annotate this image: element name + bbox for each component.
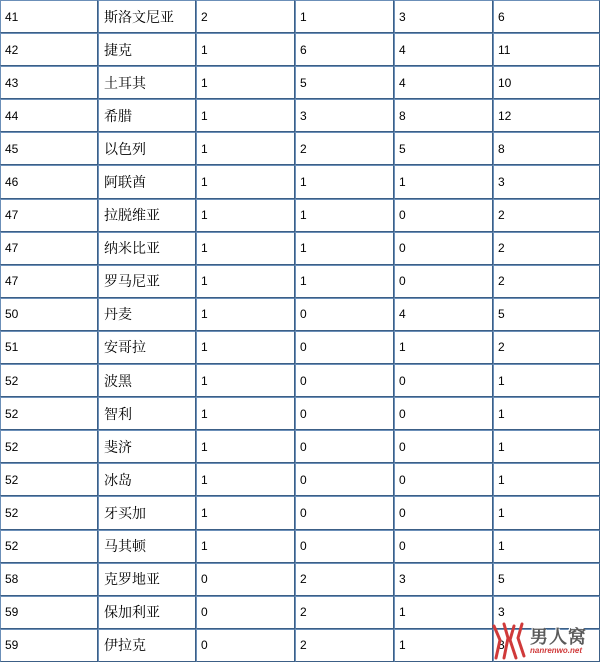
table-row [0, 331, 600, 364]
total-cell: 2 [493, 331, 600, 364]
gold-cell: 1 [196, 463, 295, 496]
rank-cell: 47 [0, 232, 98, 265]
table-row [0, 563, 600, 596]
silver-cell: 0 [295, 331, 394, 364]
silver-cell: 6 [295, 33, 394, 66]
total-cell: 10 [493, 66, 600, 99]
gold-cell: 1 [196, 33, 295, 66]
gold-cell: 1 [196, 397, 295, 430]
bronze-cell: 3 [394, 563, 493, 596]
watermark-text: 男人窝 [530, 627, 587, 648]
rank-cell: 43 [0, 66, 98, 99]
total-cell: 1 [493, 530, 600, 563]
rank-cell: 59 [0, 629, 98, 662]
silver-cell: 3 [295, 99, 394, 132]
rank-cell: 46 [0, 165, 98, 198]
silver-cell: 1 [295, 265, 394, 298]
country-cell: 伊拉克 [98, 629, 196, 662]
bronze-cell: 4 [394, 33, 493, 66]
rank-cell: 59 [0, 596, 98, 629]
total-cell: 1 [493, 496, 600, 529]
gold-cell: 1 [196, 496, 295, 529]
silver-cell: 5 [295, 66, 394, 99]
silver-cell: 2 [295, 629, 394, 662]
gold-cell: 1 [196, 66, 295, 99]
country-cell: 纳米比亚 [98, 232, 196, 265]
table-row [0, 530, 600, 563]
silver-cell: 0 [295, 430, 394, 463]
total-cell: 2 [493, 265, 600, 298]
total-cell: 5 [493, 563, 600, 596]
country-cell: 土耳其 [98, 66, 196, 99]
country-cell: 安哥拉 [98, 331, 196, 364]
total-cell: 1 [493, 397, 600, 430]
gold-cell: 0 [196, 629, 295, 662]
table-row [0, 99, 600, 132]
table-row [0, 0, 600, 33]
total-cell: 1 [493, 364, 600, 397]
rank-cell: 52 [0, 364, 98, 397]
country-cell: 牙买加 [98, 496, 196, 529]
country-cell: 捷克 [98, 33, 196, 66]
bronze-cell: 0 [394, 397, 493, 430]
rank-cell: 42 [0, 33, 98, 66]
table-row [0, 298, 600, 331]
rank-cell: 41 [0, 0, 98, 33]
rank-cell: 52 [0, 397, 98, 430]
country-cell: 克罗地亚 [98, 563, 196, 596]
silver-cell: 0 [295, 496, 394, 529]
table-row [0, 232, 600, 265]
total-cell: 6 [493, 0, 600, 33]
silver-cell: 1 [295, 199, 394, 232]
rank-cell: 47 [0, 265, 98, 298]
country-cell: 拉脱维亚 [98, 199, 196, 232]
country-cell: 斯洛文尼亚 [98, 0, 196, 33]
table-row [0, 596, 600, 629]
silver-cell: 1 [295, 232, 394, 265]
bronze-cell: 0 [394, 265, 493, 298]
country-cell: 阿联酋 [98, 165, 196, 198]
rank-cell: 44 [0, 99, 98, 132]
country-cell: 保加利亚 [98, 596, 196, 629]
gold-cell: 1 [196, 132, 295, 165]
table-row [0, 629, 600, 662]
total-cell: 11 [493, 33, 600, 66]
bronze-cell: 1 [394, 629, 493, 662]
country-cell: 希腊 [98, 99, 196, 132]
gold-cell: 1 [196, 331, 295, 364]
table-row [0, 66, 600, 99]
table-row [0, 165, 600, 198]
country-cell: 斐济 [98, 430, 196, 463]
bronze-cell: 1 [394, 165, 493, 198]
total-cell: 5 [493, 298, 600, 331]
total-cell: 1 [493, 430, 600, 463]
total-cell: 2 [493, 199, 600, 232]
table-row [0, 397, 600, 430]
bronze-cell: 0 [394, 199, 493, 232]
silver-cell: 2 [295, 596, 394, 629]
bronze-cell: 0 [394, 463, 493, 496]
total-cell: 1 [493, 463, 600, 496]
gold-cell: 1 [196, 199, 295, 232]
bronze-cell: 1 [394, 331, 493, 364]
silver-cell: 0 [295, 364, 394, 397]
total-cell: 12 [493, 99, 600, 132]
rank-cell: 50 [0, 298, 98, 331]
rank-cell: 52 [0, 430, 98, 463]
table-row [0, 430, 600, 463]
bronze-cell: 4 [394, 298, 493, 331]
silver-cell: 0 [295, 298, 394, 331]
total-cell: 8 [493, 132, 600, 165]
rank-cell: 52 [0, 463, 98, 496]
bronze-cell: 0 [394, 232, 493, 265]
gold-cell: 1 [196, 99, 295, 132]
total-cell: 3 [493, 629, 600, 662]
bronze-cell: 1 [394, 596, 493, 629]
gold-cell: 1 [196, 232, 295, 265]
gold-cell: 1 [196, 265, 295, 298]
total-cell: 3 [493, 596, 600, 629]
bronze-cell: 5 [394, 132, 493, 165]
table-row [0, 199, 600, 232]
silver-cell: 0 [295, 530, 394, 563]
gold-cell: 1 [196, 530, 295, 563]
total-cell: 2 [493, 232, 600, 265]
table-row [0, 132, 600, 165]
silver-cell: 0 [295, 463, 394, 496]
country-cell: 丹麦 [98, 298, 196, 331]
bronze-cell: 0 [394, 430, 493, 463]
rank-cell: 45 [0, 132, 98, 165]
bronze-cell: 3 [394, 0, 493, 33]
rank-cell: 47 [0, 199, 98, 232]
gold-cell: 0 [196, 596, 295, 629]
gold-cell: 1 [196, 364, 295, 397]
bronze-cell: 0 [394, 530, 493, 563]
country-cell: 冰岛 [98, 463, 196, 496]
table-row [0, 265, 600, 298]
gold-cell: 0 [196, 563, 295, 596]
rank-cell: 52 [0, 530, 98, 563]
table-row [0, 33, 600, 66]
bronze-cell: 0 [394, 496, 493, 529]
silver-cell: 1 [295, 0, 394, 33]
gold-cell: 1 [196, 165, 295, 198]
silver-cell: 2 [295, 563, 394, 596]
silver-cell: 1 [295, 165, 394, 198]
table-row [0, 364, 600, 397]
table-row [0, 463, 600, 496]
country-cell: 智利 [98, 397, 196, 430]
country-cell: 以色列 [98, 132, 196, 165]
gold-cell: 1 [196, 430, 295, 463]
gold-cell: 1 [196, 298, 295, 331]
rank-cell: 52 [0, 496, 98, 529]
gold-cell: 2 [196, 0, 295, 33]
watermark-url: nanrenwo.net [530, 646, 583, 655]
bronze-cell: 8 [394, 99, 493, 132]
silver-cell: 2 [295, 132, 394, 165]
silver-cell: 0 [295, 397, 394, 430]
table-row [0, 496, 600, 529]
rank-cell: 51 [0, 331, 98, 364]
rank-cell: 58 [0, 563, 98, 596]
country-cell: 罗马尼亚 [98, 265, 196, 298]
bronze-cell: 0 [394, 364, 493, 397]
country-cell: 马其顿 [98, 530, 196, 563]
bronze-cell: 4 [394, 66, 493, 99]
total-cell: 3 [493, 165, 600, 198]
country-cell: 波黑 [98, 364, 196, 397]
